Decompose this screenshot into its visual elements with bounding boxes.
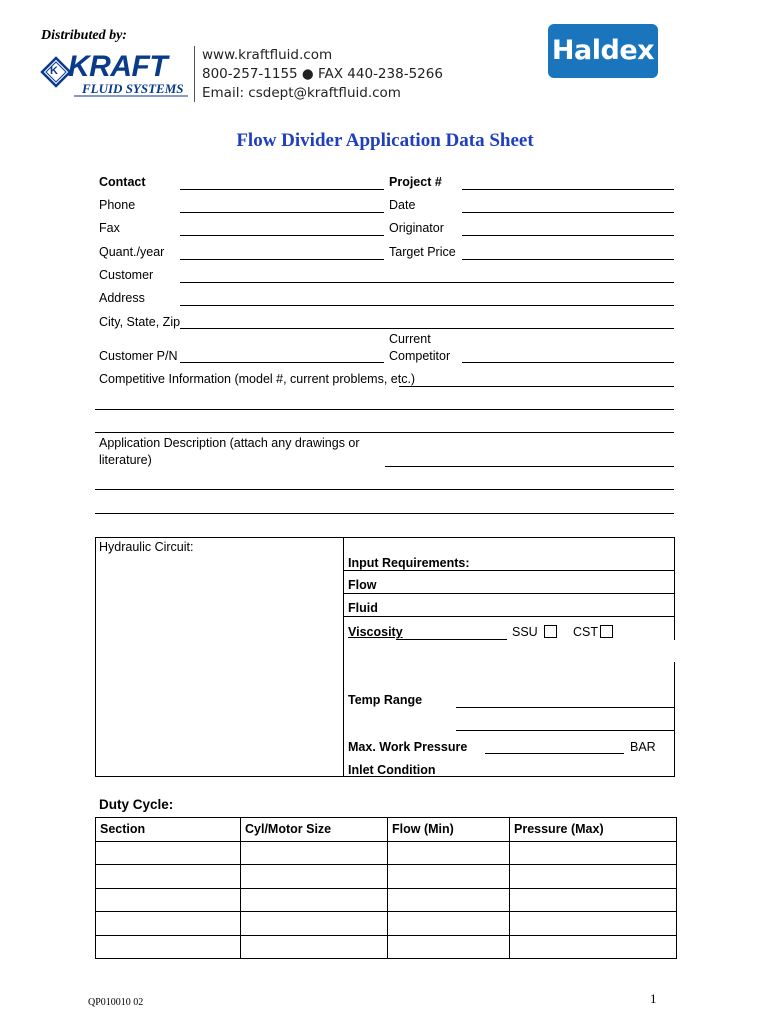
column-header-pressure-max: Pressure (Max) — [510, 818, 677, 842]
duty-cycle-heading: Duty Cycle: — [99, 797, 174, 812]
cst-checkbox[interactable] — [600, 625, 613, 638]
table-cell[interactable] — [241, 865, 388, 889]
table-cell[interactable] — [388, 935, 510, 959]
application-description-line-2[interactable] — [95, 489, 674, 490]
current-competitor-field[interactable] — [462, 362, 674, 363]
max-work-pressure-label: Max. Work Pressure — [348, 740, 468, 754]
hydraulic-box-right-edge-bottom — [674, 662, 675, 777]
page-number: 1 — [650, 991, 657, 1006]
flow-field[interactable] — [343, 593, 674, 594]
table-cell[interactable] — [510, 888, 677, 912]
phone-fax-text: 800-257-1155 ● FAX 440-238-5266 — [202, 66, 443, 82]
city-state-zip-label: City, State, Zip — [99, 315, 181, 329]
viscosity-label: Viscosity — [348, 625, 403, 639]
table-cell[interactable] — [241, 841, 388, 865]
kraft-logo-subtitle: FLUID SYSTEMS — [82, 81, 184, 96]
cst-label: CST — [573, 625, 598, 639]
column-header-cyl-motor-size: Cyl/Motor Size — [241, 818, 388, 842]
input-requirements-line — [343, 570, 674, 571]
table-cell[interactable] — [388, 865, 510, 889]
current-competitor-label-line1: Current — [389, 332, 431, 346]
current-competitor-label-line2: Competitor — [389, 349, 451, 363]
distributed-by-label: Distributed by: — [41, 28, 127, 43]
originator-field[interactable] — [462, 235, 674, 236]
flow-label: Flow — [348, 578, 377, 592]
date-field[interactable] — [462, 212, 674, 213]
table-row — [96, 935, 677, 959]
target-price-field[interactable] — [462, 259, 674, 260]
table-cell[interactable] — [388, 912, 510, 936]
bar-unit-label: BAR — [630, 740, 656, 754]
table-cell[interactable] — [96, 888, 241, 912]
table-row — [96, 912, 677, 936]
fluid-field[interactable] — [343, 616, 674, 617]
table-cell[interactable] — [510, 912, 677, 936]
customer-pn-field[interactable] — [180, 362, 384, 363]
table-row — [96, 865, 677, 889]
temp-range-field-2[interactable] — [456, 730, 674, 731]
address-label: Address — [99, 291, 145, 305]
table-cell[interactable] — [241, 935, 388, 959]
input-requirements-label: Input Requirements: — [348, 556, 470, 570]
project-label: Project # — [389, 175, 442, 189]
column-header-flow-min: Flow (Min) — [388, 818, 510, 842]
table-cell[interactable] — [96, 935, 241, 959]
hydraulic-circuit-label: Hydraulic Circuit: — [99, 540, 194, 554]
table-cell[interactable] — [96, 865, 241, 889]
customer-pn-label: Customer P/N — [99, 349, 178, 363]
table-row — [96, 888, 677, 912]
max-work-pressure-field[interactable] — [485, 753, 624, 754]
duty-cycle-table — [95, 817, 677, 959]
table-cell[interactable] — [241, 888, 388, 912]
target-price-label: Target Price — [389, 245, 456, 259]
table-cell[interactable] — [388, 888, 510, 912]
quant-year-field[interactable] — [180, 259, 384, 260]
city-state-zip-field[interactable] — [180, 328, 674, 329]
phone-label: Phone — [99, 198, 136, 212]
fax-label: Fax — [99, 221, 120, 235]
competitive-info-label: Competitive Information (model #, current problems, etc.) — [99, 372, 416, 386]
header-divider — [194, 46, 195, 102]
table-header-row — [96, 818, 677, 842]
contact-label: Contact — [99, 175, 146, 189]
inlet-condition-label: Inlet Condition — [348, 763, 436, 777]
competitive-info-line-2[interactable] — [95, 409, 674, 410]
page-title: Flow Divider Application Data Sheet — [236, 130, 534, 151]
temp-range-field[interactable] — [456, 707, 674, 708]
customer-field[interactable] — [180, 282, 674, 283]
hydraulic-box-divider — [343, 537, 344, 777]
application-description-line-3[interactable] — [95, 513, 674, 514]
kraft-logo-word: KRAFT — [68, 50, 168, 83]
temp-range-label: Temp Range — [348, 693, 423, 707]
email-link[interactable]: Email: csdept@kraftfluid.com — [202, 85, 401, 101]
table-cell[interactable] — [241, 912, 388, 936]
project-field[interactable] — [462, 189, 674, 190]
ssu-label: SSU — [512, 625, 538, 639]
hydraulic-box-right-edge-top — [674, 537, 675, 640]
phone-field[interactable] — [180, 212, 384, 213]
website-link[interactable]: www.kraftfluid.com — [202, 47, 333, 63]
ssu-checkbox[interactable] — [544, 625, 557, 638]
fluid-label: Fluid — [348, 601, 378, 615]
date-label: Date — [389, 198, 416, 212]
competitive-info-line-3[interactable] — [95, 432, 674, 433]
haldex-logo: Haldex — [548, 24, 658, 78]
application-description-label-line2: literature) — [99, 453, 152, 467]
column-header-section: Section — [96, 818, 241, 842]
fax-field[interactable] — [180, 235, 384, 236]
table-cell[interactable] — [510, 841, 677, 865]
customer-label: Customer — [99, 268, 154, 282]
table-cell[interactable] — [388, 841, 510, 865]
table-cell[interactable] — [510, 935, 677, 959]
document-code: QP010010 02 — [88, 997, 144, 1008]
quant-year-label: Quant./year — [99, 245, 165, 259]
table-row — [96, 841, 677, 865]
table-cell[interactable] — [96, 912, 241, 936]
table-cell[interactable] — [96, 841, 241, 865]
originator-label: Originator — [389, 221, 444, 235]
competitive-info-field[interactable] — [399, 386, 674, 387]
viscosity-field[interactable] — [396, 639, 507, 640]
hydraulic-circuit-area[interactable] — [96, 556, 342, 776]
application-description-label-line1: Application Description (attach any drawings or — [99, 436, 360, 450]
application-description-field[interactable] — [385, 466, 674, 467]
contact-field[interactable] — [180, 189, 384, 190]
address-field[interactable] — [180, 305, 674, 306]
kraft-logo-badge: K — [50, 65, 58, 77]
table-cell[interactable] — [510, 865, 677, 889]
